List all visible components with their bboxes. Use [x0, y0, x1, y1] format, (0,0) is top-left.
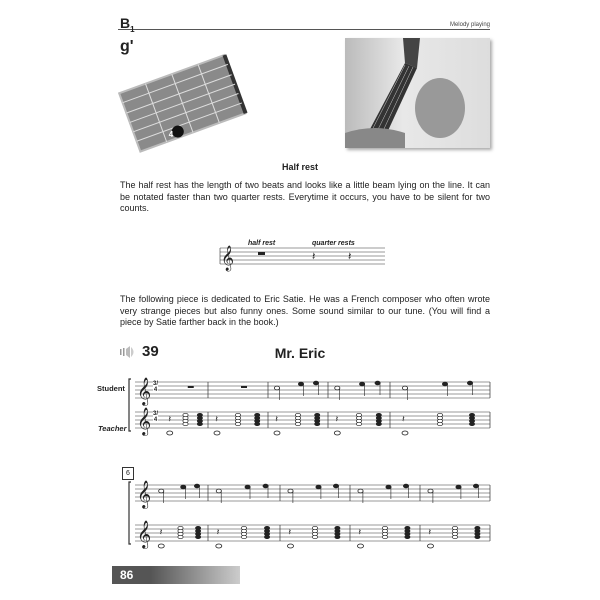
quarter-rest-symbol: 𝄽 — [348, 251, 352, 263]
piece-title: Mr. Eric — [274, 345, 326, 361]
note — [403, 484, 408, 488]
bass-note — [216, 544, 222, 548]
chord-note — [312, 535, 317, 538]
quarter-rest-symbol: 𝄽 — [402, 414, 405, 424]
system-bracket — [129, 379, 131, 431]
note — [456, 485, 461, 489]
bass-note — [358, 544, 364, 548]
part-label-teacher: Teacher — [98, 424, 127, 433]
chord-note — [376, 422, 381, 425]
score — [0, 370, 600, 560]
chord-note — [178, 535, 183, 538]
note — [181, 485, 186, 489]
system-2 — [129, 481, 490, 549]
bass-note — [274, 431, 280, 435]
note — [358, 489, 363, 493]
note — [467, 381, 472, 385]
chord-note — [264, 535, 269, 538]
rest-example-staff — [215, 232, 390, 277]
finger-number: 4 — [168, 130, 174, 139]
quarter-rest-symbol: 𝄽 — [215, 414, 218, 424]
half-rest-symbol — [188, 386, 194, 388]
bass-note — [428, 544, 434, 548]
bass-note — [288, 544, 294, 548]
note — [216, 489, 221, 493]
header-rule — [118, 29, 490, 30]
note — [298, 382, 303, 386]
chord-note — [405, 535, 410, 538]
bass-note — [214, 431, 220, 435]
quarter-rest-symbol: 𝄽 — [159, 527, 163, 537]
chord-note — [315, 422, 320, 425]
chord-note — [197, 422, 202, 425]
fretboard-diagram — [118, 42, 248, 154]
note — [428, 489, 433, 493]
chord-note — [452, 535, 457, 538]
half-rest-heading: Half rest — [281, 162, 318, 172]
bass-note — [167, 431, 173, 435]
treble-clef-icon: 𝄞 — [137, 408, 152, 435]
treble-clef-icon: 𝄞 — [221, 245, 235, 270]
note — [335, 386, 340, 390]
quarter-rest-symbol: 𝄽 — [216, 527, 220, 537]
half-rest-symbol — [258, 252, 265, 255]
chord-note — [356, 422, 361, 425]
note — [274, 386, 279, 390]
note — [333, 484, 338, 488]
half-rest-paragraph: The half rest has the length of two beats and looks like a little beam lying on the line. It can be notated faster than two quarter rests. Everytime it occurs, you have to be silent for two counts. — [120, 180, 490, 213]
bass-note — [402, 431, 408, 435]
time-signature-student: 3/4 — [153, 381, 159, 393]
note — [194, 484, 199, 488]
quarter-rest-symbol: 𝄽 — [288, 527, 292, 537]
time-signature-teacher: 3/4 — [153, 411, 159, 423]
chord-note — [335, 535, 340, 538]
section-label — [120, 15, 135, 34]
note — [360, 382, 365, 386]
half-rest-label: half rest — [248, 240, 276, 247]
chord-note — [295, 422, 300, 425]
chord-note — [255, 422, 260, 425]
half-rest-symbol — [241, 386, 247, 388]
note — [442, 382, 447, 386]
note — [159, 489, 164, 493]
note — [288, 489, 293, 493]
system-bracket — [129, 482, 131, 544]
note — [386, 485, 391, 489]
chord-note — [437, 422, 442, 425]
section-letter: B — [120, 15, 131, 31]
chord-note — [475, 535, 480, 538]
quarter-rest-symbol: 𝄽 — [312, 251, 316, 263]
note — [263, 484, 268, 488]
treble-clef-icon: 𝄞 — [137, 521, 152, 548]
chord-note — [469, 422, 474, 425]
hand-on-guitar-photo — [345, 38, 490, 148]
chord-note — [382, 535, 387, 538]
quarter-rest-symbol: 𝄽 — [335, 414, 339, 424]
bass-note — [334, 431, 340, 435]
bass-note — [158, 544, 164, 548]
treble-clef-icon: 𝄞 — [137, 378, 152, 405]
quarter-rest-symbol: 𝄽 — [168, 414, 172, 424]
section-subscript: 1 — [130, 24, 135, 34]
chord-note — [183, 422, 188, 425]
note — [402, 386, 407, 390]
page-number — [112, 566, 240, 584]
satie-paragraph: The following piece is dedicated to Eric Satie. He was a French composer who often wrote very strange pieces but also funny ones. Some sound similar to our tune. (You will find a piece by Satie farther back in the book.) — [120, 294, 490, 327]
part-label-student: Student — [97, 384, 125, 393]
quarter-rest-symbol: 𝄽 — [428, 527, 432, 537]
chord-note — [241, 535, 246, 538]
treble-clef-icon: 𝄞 — [137, 481, 152, 508]
quarter-rests-label: quarter rests — [312, 240, 355, 247]
note-name: g' — [120, 38, 134, 55]
track-number: 39 — [142, 343, 159, 360]
chord-note — [196, 535, 201, 538]
chapter-title: Melody playing — [449, 22, 490, 28]
measure-number: 6 — [122, 467, 134, 480]
note — [316, 485, 321, 489]
quarter-rest-symbol: 𝄽 — [275, 414, 278, 424]
note — [245, 485, 250, 489]
note — [375, 381, 380, 385]
note — [313, 381, 318, 385]
system-1 — [129, 378, 490, 436]
page-number-text: 86 — [120, 568, 134, 582]
chord-note — [235, 422, 240, 425]
quarter-rest-symbol: 𝄽 — [358, 527, 362, 537]
note — [473, 484, 478, 488]
